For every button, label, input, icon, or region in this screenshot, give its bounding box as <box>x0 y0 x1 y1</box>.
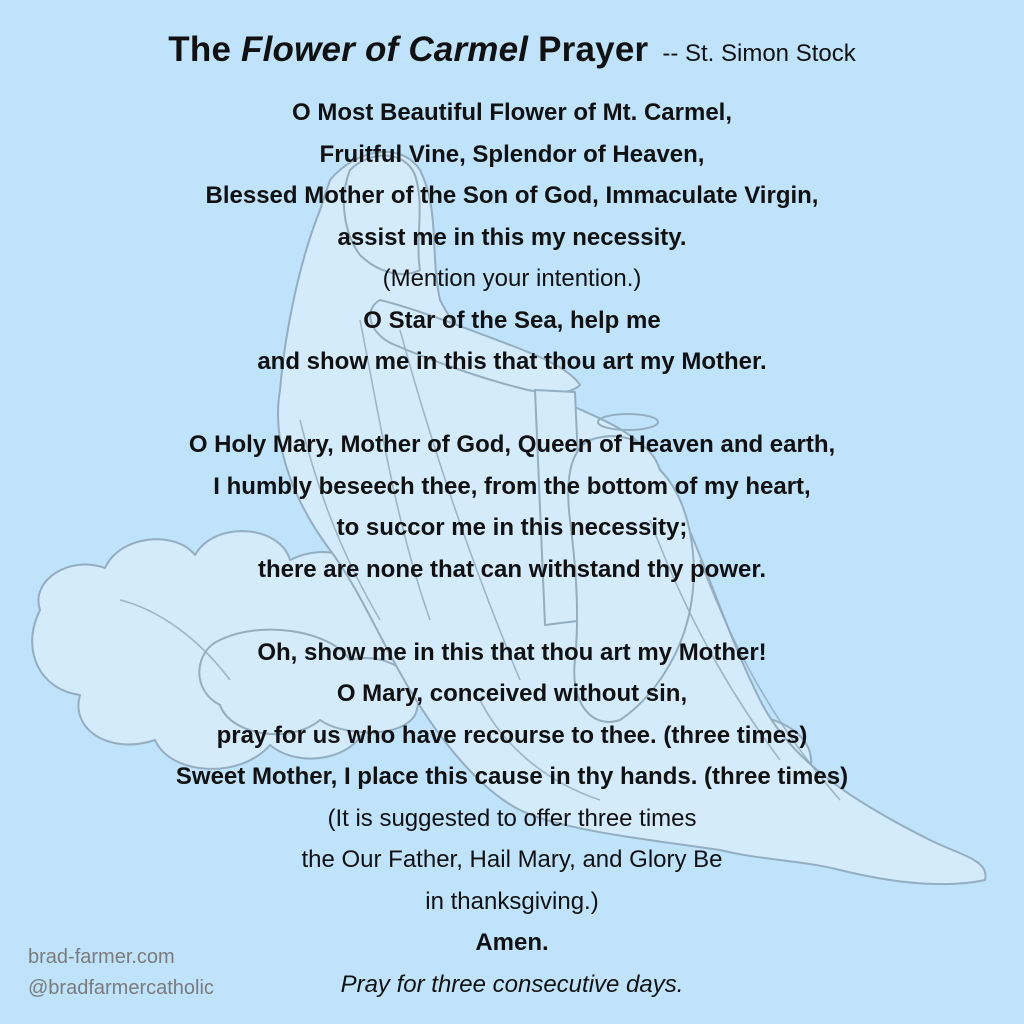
website-credit: brad-farmer.com <box>28 946 175 968</box>
prayer-line: I humbly beseech thee, from the bottom of my heart, <box>213 472 811 500</box>
prayer-line: the Our Father, Hail Mary, and Glory Be <box>301 846 723 873</box>
title-row <box>0 30 1024 70</box>
prayer-line: Fruitful Vine, Splendor of Heaven, <box>319 140 705 168</box>
prayer-line: pray for us who have recourse to thee. (three times) <box>216 721 808 749</box>
prayer-line: (It is suggested to offer three times <box>327 804 697 832</box>
prayer-line: O Holy Mary, Mother of God, Queen of Heaven and earth, <box>188 431 836 458</box>
prayer-text <box>0 92 1024 1005</box>
prayer-line: Sweet Mother, I place this cause in thy hands. (three times) <box>175 763 849 790</box>
stanza-break <box>0 590 1024 632</box>
prayer-line: O Star of the Sea, help me <box>363 306 661 334</box>
prayer-line: to succor me in this necessity; <box>336 514 688 541</box>
prayer-line: O Most Beautiful Flower of Mt. Carmel, <box>291 99 733 126</box>
prayer-line: Pray for three consecutive days. <box>340 970 684 998</box>
prayer-line: Amen. <box>475 929 549 956</box>
social-handle-credit: @bradfarmercatholic <box>28 977 214 999</box>
prayer-line: O Mary, conceived without sin, <box>336 680 688 707</box>
prayer-line: and show me in this that thou art my Mother. <box>257 348 767 375</box>
prayer-line: there are none that can withstand thy power. <box>257 555 767 583</box>
prayer-line: Blessed Mother of the Son of God, Immaculate Virgin, <box>205 182 819 209</box>
prayer-line: in thanksgiving.) <box>425 887 599 915</box>
stanza-break <box>0 383 1024 425</box>
prayer-line: Oh, show me in this that thou art my Mother! <box>257 638 767 666</box>
prayer-line: assist me in this my necessity. <box>337 223 687 251</box>
page-title: The Flower of Carmel Prayer <box>168 30 649 69</box>
title-attribution: -- St. Simon Stock <box>662 40 856 67</box>
prayer-line: (Mention your intention.) <box>382 265 642 292</box>
